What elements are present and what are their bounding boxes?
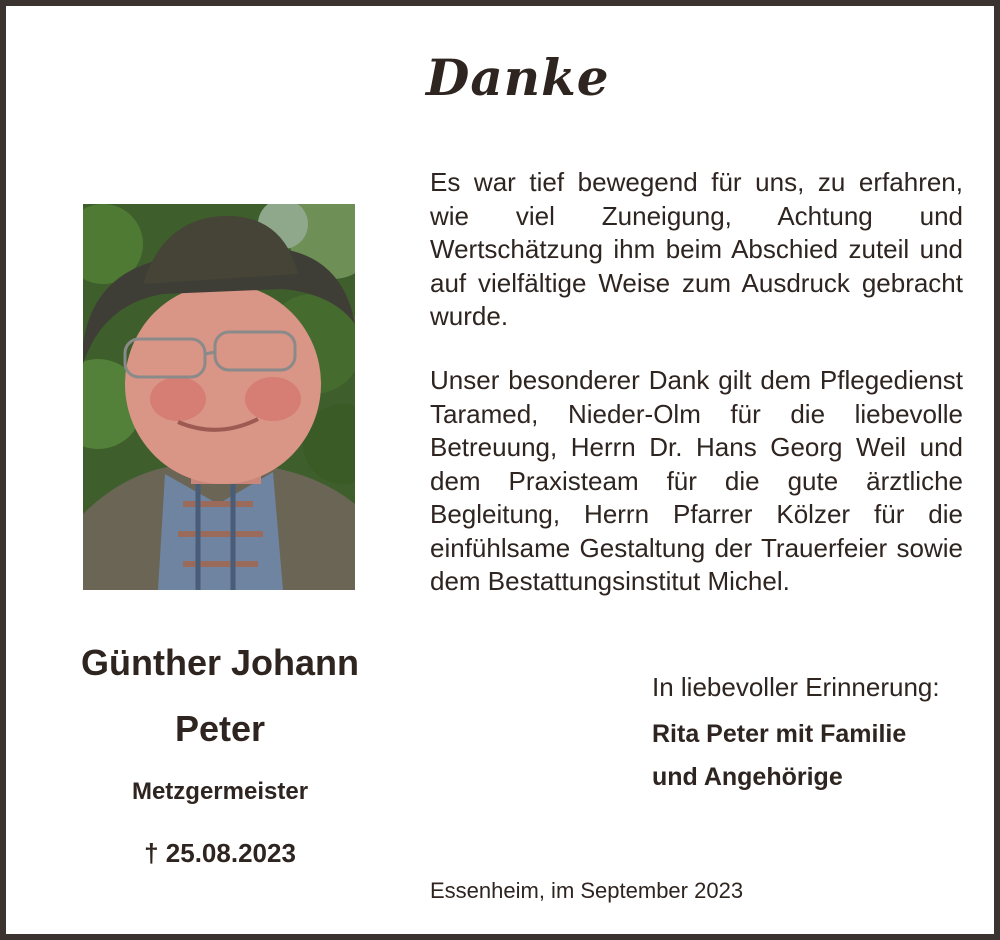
place-date: Essenheim, im September 2023 (430, 878, 744, 903)
thanks-paragraph-2: Unser besonderer Dank gilt dem Pflegedienst Taramed, Nieder-Olm für die liebevolle Betreuung, Herrn Dr. Hans Georg Weil und dem Praxisteam für die gute ärztliche Begleitung, Herrn Pfarrer Kölzer für die einfühlsame Gestaltung der Trauerfeier sowie dem Bestattungsinstitut Michel. (430, 365, 963, 596)
portrait-photo (83, 204, 355, 590)
family-line-2: und Angehörige (652, 763, 843, 791)
portrait-illustration (83, 204, 355, 590)
notice-title: Danke (426, 48, 610, 107)
deceased-name-line1: Günther Johann (81, 642, 359, 683)
deceased-profession: Metzgermeister (131, 778, 309, 805)
family-line-1: Rita Peter mit Familie (652, 720, 907, 748)
thanks-paragraph-1: Es war tief bewegend für uns, zu erfahren, wie viel Zuneigung, Achtung und Wertschätzung ihm beim Abschied zuteil und auf vielfältige Weise zum Ausdruck gebracht wurde. (430, 167, 963, 331)
remembrance-line: In liebevoller Erinnerung: (652, 672, 940, 702)
death-date: † 25.08.2023 (144, 838, 296, 868)
deceased-name-line2: Peter (174, 708, 266, 749)
